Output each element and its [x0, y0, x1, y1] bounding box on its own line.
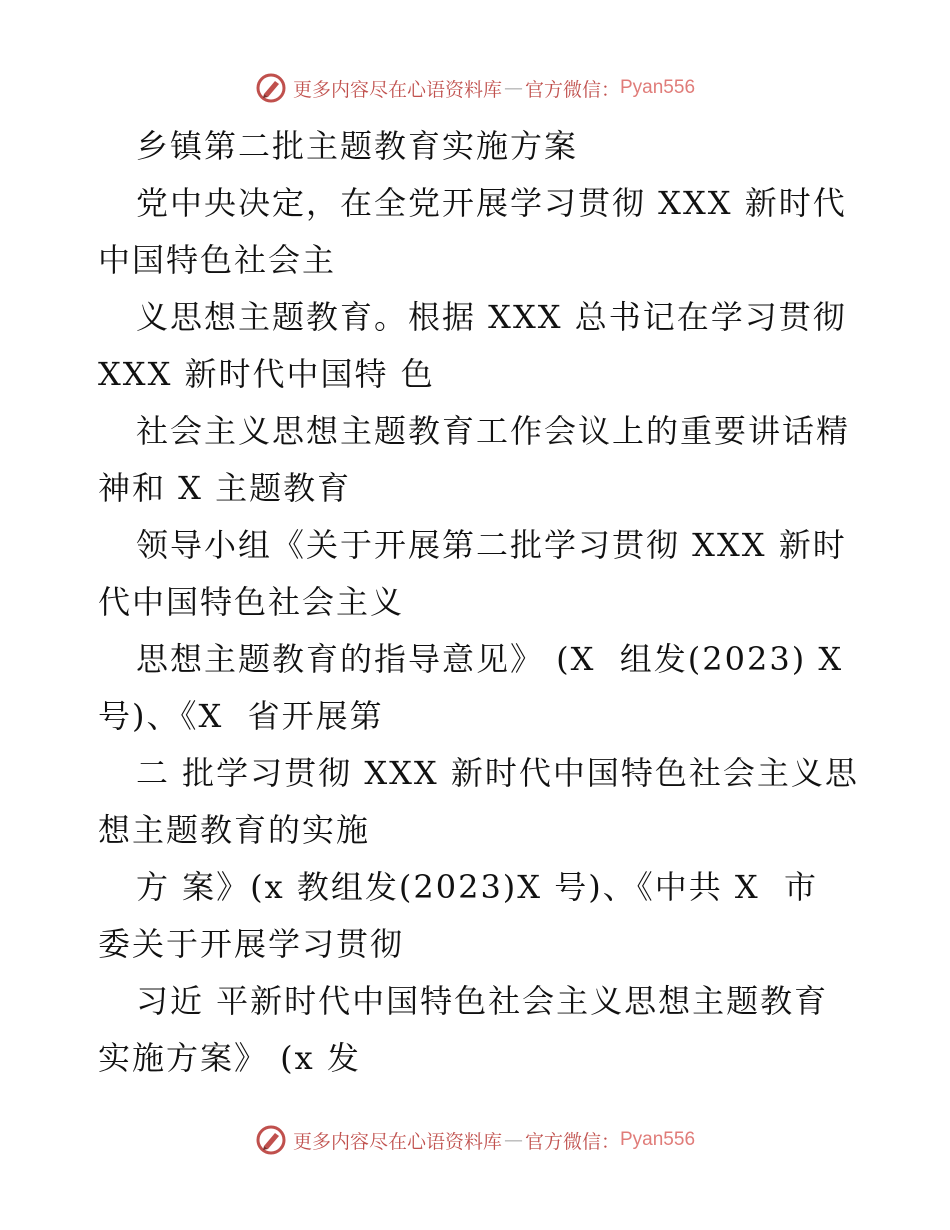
- footer-watermark: [0, 1124, 950, 1156]
- doc-line: 党中央决定，在全党开展学习贯彻 XXX 新时代: [136, 184, 847, 222]
- doc-line: 义思想主题教育。根据 XXX 总书记在学习贯彻: [136, 298, 847, 336]
- document-body: [98, 118, 858, 1087]
- doc-line: 领导小组《关于开展第二批学习贯彻 XXX 新时: [136, 526, 847, 564]
- doc-line: 号)、《X 省开展第: [98, 697, 384, 735]
- doc-line: 思想主题教育的指导意见》 (X 组发(2023) X: [136, 640, 844, 678]
- doc-line: 中国特色社会主: [98, 241, 337, 279]
- doc-line: 代中国特色社会主义: [98, 583, 405, 621]
- watermark-dash: —: [503, 77, 523, 99]
- doc-line: 实施方案》 (x 发: [98, 1039, 361, 1077]
- doc-line: 想主题教育的实施: [98, 811, 371, 849]
- watermark-wechat-id: Pyan556: [620, 1129, 696, 1150]
- header-watermark: [0, 72, 950, 104]
- doc-line: 委关于开展学习贯彻: [98, 925, 405, 963]
- doc-line: 乡镇第二批主题教育实施方案: [136, 127, 579, 165]
- doc-line: 神和 X 主题教育: [98, 469, 352, 507]
- watermark-wechat-label: 官方微信：: [524, 78, 620, 101]
- watermark-dash: —: [503, 1129, 523, 1151]
- doc-line: 社会主义思想主题教育工作会议上的重要讲话精: [136, 412, 851, 450]
- watermark-wechat-label: 官方微信：: [524, 1130, 620, 1153]
- doc-line: 二 批学习贯彻 XXX 新时代中国特色社会主义思: [136, 754, 859, 792]
- watermark-wechat-id: Pyan556: [620, 77, 696, 98]
- doc-line: 方 案》(x 教组发(2023)X 号)、《中共 X 市: [136, 868, 819, 906]
- doc-line: XXX 新时代中国特 色: [98, 355, 435, 393]
- pen-circle-logo-icon: [255, 72, 287, 104]
- watermark-brand: 更多内容尽在心语资料库: [292, 1130, 502, 1153]
- watermark-brand: 更多内容尽在心语资料库: [292, 78, 502, 101]
- pen-circle-logo-icon: [255, 1124, 287, 1156]
- doc-line: 习近 平新时代中国特色社会主义思想主题教育: [136, 982, 829, 1020]
